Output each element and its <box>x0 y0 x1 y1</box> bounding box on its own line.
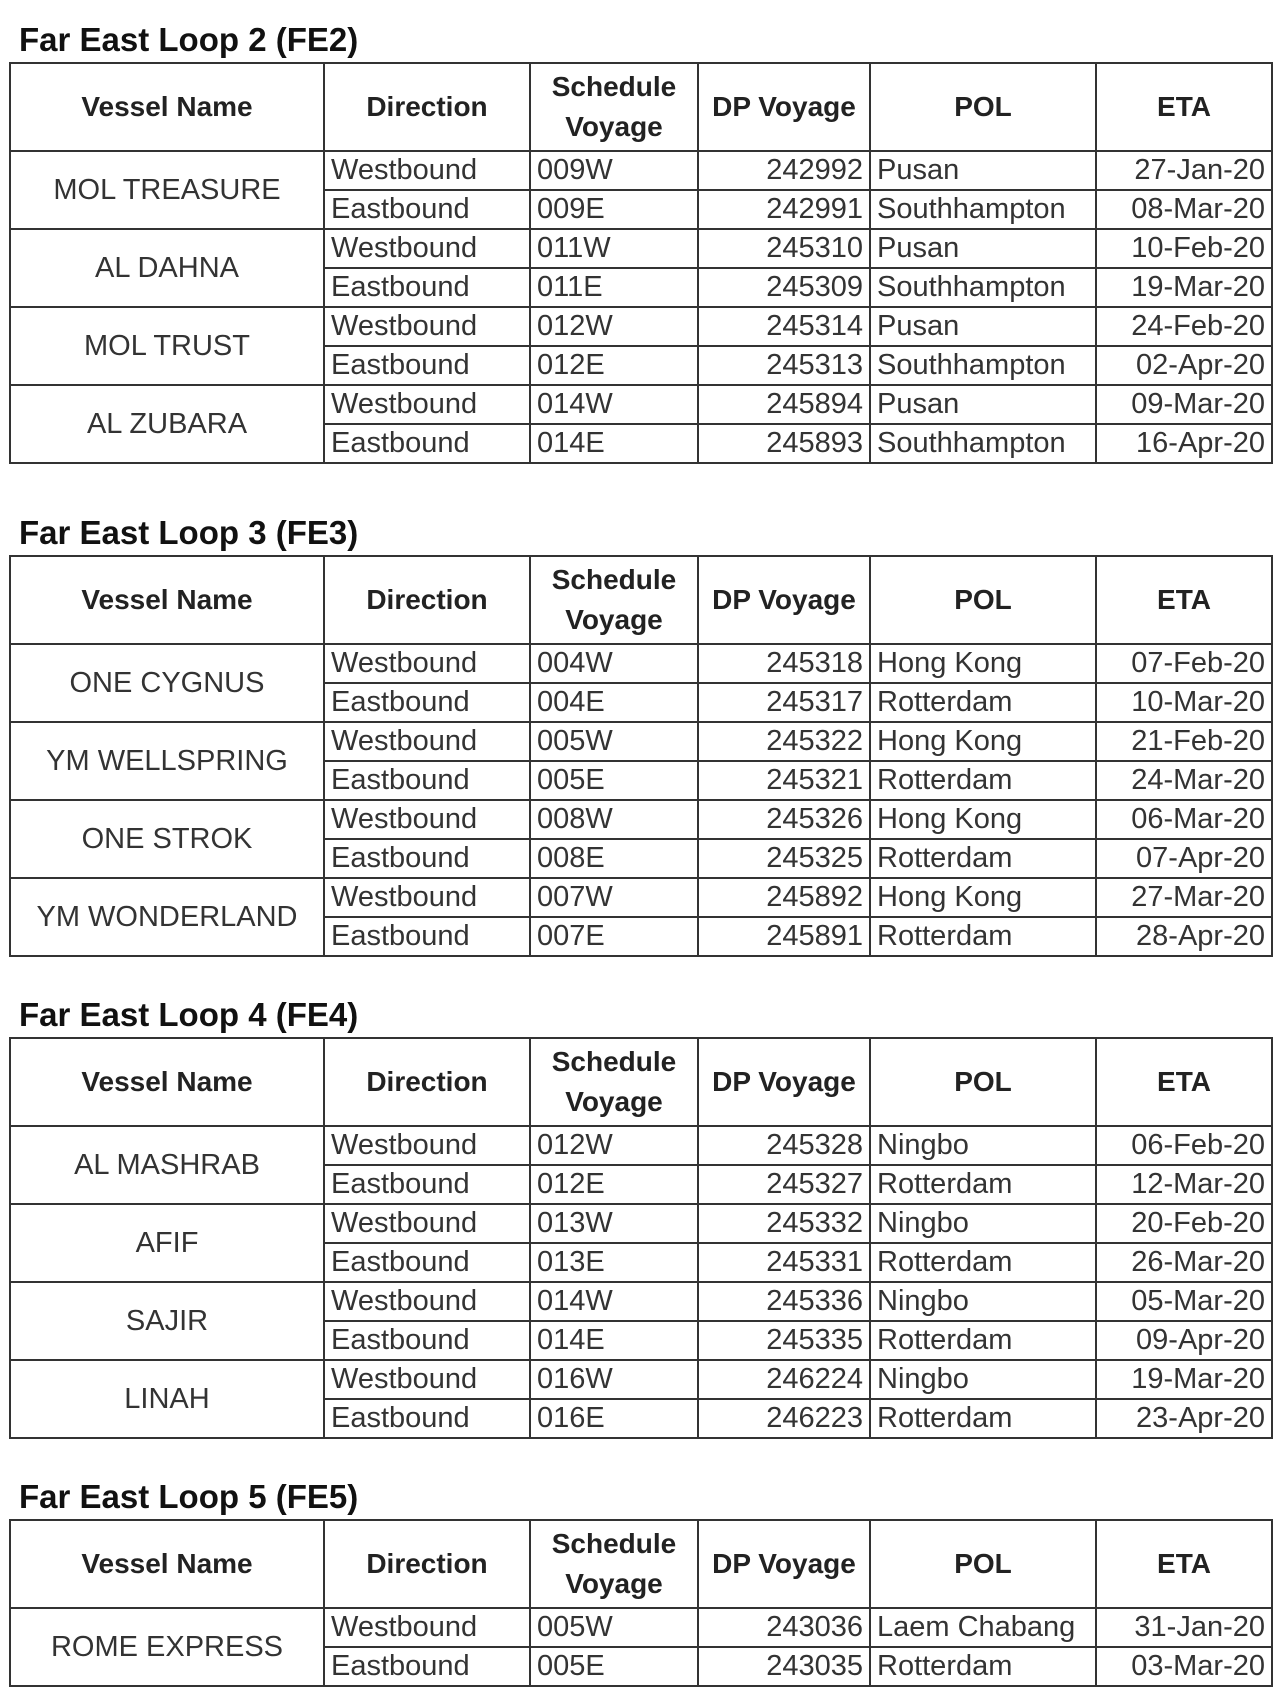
direction-cell: Eastbound <box>324 839 530 878</box>
pol-cell: Rotterdam <box>870 1243 1096 1282</box>
schedule-voyage-cell: 007E <box>530 917 698 956</box>
header-vessel-name <box>10 1038 324 1126</box>
schedule-voyage-cell: 007W <box>530 878 698 917</box>
header-label: Voyage <box>565 111 663 142</box>
schedule-voyage-cell: 009E <box>530 190 698 229</box>
direction-cell: Westbound <box>324 1282 530 1321</box>
header-label: POL <box>954 1548 1012 1579</box>
dp-voyage-cell: 245336 <box>698 1282 870 1321</box>
eta-cell: 03-Mar-20 <box>1096 1647 1272 1686</box>
pol-cell: Rotterdam <box>870 683 1096 722</box>
dp-voyage-cell: 245891 <box>698 917 870 956</box>
vessel-name-cell: AFIF <box>10 1204 324 1282</box>
header-vessel-name <box>10 556 324 644</box>
direction-cell: Eastbound <box>324 761 530 800</box>
schedule-voyage-cell: 005W <box>530 722 698 761</box>
direction-cell: Westbound <box>324 644 530 683</box>
vessel-name-cell: SAJIR <box>10 1282 324 1360</box>
header-pol <box>870 556 1096 644</box>
vessel-name-cell: ONE CYGNUS <box>10 644 324 722</box>
direction-cell: Westbound <box>324 229 530 268</box>
direction-cell: Eastbound <box>324 1243 530 1282</box>
schedule-voyage-cell: 012W <box>530 1126 698 1165</box>
schedule-voyage-cell: 016W <box>530 1360 698 1399</box>
direction-cell: Westbound <box>324 307 530 346</box>
header-dp-voyage <box>698 556 870 644</box>
header-label: Vessel Name <box>81 584 253 615</box>
header-vessel-name <box>10 1520 324 1608</box>
vessel-name-cell: MOL TREASURE <box>10 151 324 229</box>
eta-cell: 10-Mar-20 <box>1096 683 1272 722</box>
eta-cell: 12-Mar-20 <box>1096 1165 1272 1204</box>
eta-cell: 06-Mar-20 <box>1096 800 1272 839</box>
direction-cell: Eastbound <box>324 190 530 229</box>
direction-cell: Eastbound <box>324 1647 530 1686</box>
header-row <box>10 556 1272 644</box>
schedule-voyage-cell: 009W <box>530 151 698 190</box>
header-label: Voyage <box>565 1086 663 1117</box>
header-label: ETA <box>1157 91 1211 122</box>
vessel-name-cell: YM WONDERLAND <box>10 878 324 956</box>
header-eta <box>1096 63 1272 151</box>
header-eta <box>1096 556 1272 644</box>
header-pol <box>870 1520 1096 1608</box>
header-direction <box>324 556 530 644</box>
pol-cell: Southhampton <box>870 268 1096 307</box>
table-row <box>10 644 1272 683</box>
header-label: POL <box>954 91 1012 122</box>
header-label: Schedule <box>551 1528 677 1559</box>
section-title: Far East Loop 5 (FE5) <box>19 1478 359 1515</box>
eta-cell: 24-Feb-20 <box>1096 307 1272 346</box>
dp-voyage-cell: 246224 <box>698 1360 870 1399</box>
header-dp-voyage <box>698 63 870 151</box>
schedule-voyage-cell: 012E <box>530 346 698 385</box>
dp-voyage-cell: 246223 <box>698 1399 870 1438</box>
schedule-voyage-cell: 013W <box>530 1204 698 1243</box>
schedule-voyage-cell: 011W <box>530 229 698 268</box>
dp-voyage-cell: 245321 <box>698 761 870 800</box>
dp-voyage-cell: 245331 <box>698 1243 870 1282</box>
schedule-voyage-cell: 005E <box>530 761 698 800</box>
header-label: Voyage <box>565 1568 663 1599</box>
dp-voyage-cell: 245317 <box>698 683 870 722</box>
pol-cell: Southhampton <box>870 346 1096 385</box>
header-label: Schedule <box>551 71 677 102</box>
dp-voyage-cell: 245322 <box>698 722 870 761</box>
header-schedule-voyage <box>530 1038 698 1126</box>
pol-cell: Hong Kong <box>870 722 1096 761</box>
eta-cell: 02-Apr-20 <box>1096 346 1272 385</box>
dp-voyage-cell: 245325 <box>698 839 870 878</box>
eta-cell: 10-Feb-20 <box>1096 229 1272 268</box>
schedule-voyage-cell: 004E <box>530 683 698 722</box>
schedule-voyage-cell: 004W <box>530 644 698 683</box>
header-row <box>10 1520 1272 1608</box>
pol-cell: Pusan <box>870 151 1096 190</box>
table-row <box>10 1204 1272 1243</box>
section-title: Far East Loop 4 (FE4) <box>19 996 359 1033</box>
section-title: Far East Loop 2 (FE2) <box>19 21 359 58</box>
eta-cell: 07-Apr-20 <box>1096 839 1272 878</box>
vessel-name-cell: AL ZUBARA <box>10 385 324 463</box>
table-row <box>10 800 1272 839</box>
dp-voyage-cell: 245894 <box>698 385 870 424</box>
pol-cell: Hong Kong <box>870 644 1096 683</box>
pol-cell: Rotterdam <box>870 761 1096 800</box>
eta-cell: 31-Jan-20 <box>1096 1608 1272 1647</box>
vessel-name-cell: AL DAHNA <box>10 229 324 307</box>
direction-cell: Eastbound <box>324 1165 530 1204</box>
table-row <box>10 878 1272 917</box>
header-label: Vessel Name <box>81 1066 253 1097</box>
direction-cell: Eastbound <box>324 1399 530 1438</box>
vessel-name-cell: LINAH <box>10 1360 324 1438</box>
header-label: ETA <box>1157 584 1211 615</box>
eta-cell: 19-Mar-20 <box>1096 1360 1272 1399</box>
eta-cell: 27-Jan-20 <box>1096 151 1272 190</box>
schedule-voyage-cell: 014E <box>530 424 698 463</box>
header-label: DP Voyage <box>712 1548 856 1579</box>
header-label: Vessel Name <box>81 1548 253 1579</box>
pol-cell: Ningbo <box>870 1204 1096 1243</box>
header-vessel-name <box>10 63 324 151</box>
header-label: Voyage <box>565 604 663 635</box>
header-schedule-voyage <box>530 63 698 151</box>
direction-cell: Eastbound <box>324 1321 530 1360</box>
pol-cell: Rotterdam <box>870 1321 1096 1360</box>
header-label: DP Voyage <box>712 584 856 615</box>
header-label: DP Voyage <box>712 91 856 122</box>
pol-cell: Hong Kong <box>870 878 1096 917</box>
header-direction <box>324 1038 530 1126</box>
direction-cell: Westbound <box>324 151 530 190</box>
header-row <box>10 63 1272 151</box>
eta-cell: 28-Apr-20 <box>1096 917 1272 956</box>
direction-cell: Eastbound <box>324 683 530 722</box>
pol-cell: Rotterdam <box>870 1165 1096 1204</box>
dp-voyage-cell: 245310 <box>698 229 870 268</box>
header-label: POL <box>954 584 1012 615</box>
header-label: Direction <box>366 584 488 615</box>
pol-cell: Southhampton <box>870 190 1096 229</box>
schedule-table <box>9 1519 1273 1687</box>
pol-cell: Ningbo <box>870 1282 1096 1321</box>
table-row <box>10 385 1272 424</box>
schedule-voyage-cell: 014W <box>530 1282 698 1321</box>
table-row <box>10 229 1272 268</box>
direction-cell: Eastbound <box>324 917 530 956</box>
table-row <box>10 1126 1272 1165</box>
pol-cell: Pusan <box>870 385 1096 424</box>
schedule-voyage-cell: 008W <box>530 800 698 839</box>
direction-cell: Westbound <box>324 722 530 761</box>
dp-voyage-cell: 242991 <box>698 190 870 229</box>
schedule-voyage-cell: 014W <box>530 385 698 424</box>
direction-cell: Westbound <box>324 878 530 917</box>
schedule-voyage-cell: 011E <box>530 268 698 307</box>
header-label: DP Voyage <box>712 1066 856 1097</box>
dp-voyage-cell: 245327 <box>698 1165 870 1204</box>
pol-cell: Rotterdam <box>870 1647 1096 1686</box>
header-label: POL <box>954 1066 1012 1097</box>
pol-cell: Laem Chabang <box>870 1608 1096 1647</box>
pol-cell: Ningbo <box>870 1360 1096 1399</box>
header-label: ETA <box>1157 1548 1211 1579</box>
header-row <box>10 1038 1272 1126</box>
header-label: Schedule <box>551 1046 677 1077</box>
schedule-table <box>9 555 1273 957</box>
schedule-voyage-cell: 005E <box>530 1647 698 1686</box>
dp-voyage-cell: 245892 <box>698 878 870 917</box>
direction-cell: Eastbound <box>324 268 530 307</box>
eta-cell: 21-Feb-20 <box>1096 722 1272 761</box>
eta-cell: 07-Feb-20 <box>1096 644 1272 683</box>
eta-cell: 08-Mar-20 <box>1096 190 1272 229</box>
direction-cell: Westbound <box>324 800 530 839</box>
schedule-voyage-cell: 008E <box>530 839 698 878</box>
eta-cell: 24-Mar-20 <box>1096 761 1272 800</box>
header-pol <box>870 1038 1096 1126</box>
table-row <box>10 722 1272 761</box>
pol-cell: Rotterdam <box>870 1399 1096 1438</box>
pol-cell: Pusan <box>870 307 1096 346</box>
pol-cell: Rotterdam <box>870 839 1096 878</box>
eta-cell: 16-Apr-20 <box>1096 424 1272 463</box>
table-row <box>10 1360 1272 1399</box>
pol-cell: Pusan <box>870 229 1096 268</box>
eta-cell: 26-Mar-20 <box>1096 1243 1272 1282</box>
eta-cell: 27-Mar-20 <box>1096 878 1272 917</box>
header-label: Direction <box>366 1066 488 1097</box>
dp-voyage-cell: 245313 <box>698 346 870 385</box>
schedule-table <box>9 1037 1273 1439</box>
dp-voyage-cell: 245328 <box>698 1126 870 1165</box>
direction-cell: Westbound <box>324 385 530 424</box>
pol-cell: Ningbo <box>870 1126 1096 1165</box>
header-dp-voyage <box>698 1038 870 1126</box>
direction-cell: Westbound <box>324 1126 530 1165</box>
dp-voyage-cell: 245332 <box>698 1204 870 1243</box>
header-label: Direction <box>366 91 488 122</box>
header-eta <box>1096 1038 1272 1126</box>
dp-voyage-cell: 245326 <box>698 800 870 839</box>
direction-cell: Westbound <box>324 1204 530 1243</box>
vessel-name-cell: MOL TRUST <box>10 307 324 385</box>
dp-voyage-cell: 242992 <box>698 151 870 190</box>
eta-cell: 06-Feb-20 <box>1096 1126 1272 1165</box>
dp-voyage-cell: 245318 <box>698 644 870 683</box>
schedule-voyage-cell: 013E <box>530 1243 698 1282</box>
header-label: Schedule <box>551 564 677 595</box>
table-row <box>10 1282 1272 1321</box>
eta-cell: 09-Apr-20 <box>1096 1321 1272 1360</box>
vessel-name-cell: AL MASHRAB <box>10 1126 324 1204</box>
vessel-name-cell: ROME EXPRESS <box>10 1608 324 1686</box>
header-eta <box>1096 1520 1272 1608</box>
header-direction <box>324 1520 530 1608</box>
table-row <box>10 1608 1272 1647</box>
schedule-voyage-cell: 014E <box>530 1321 698 1360</box>
dp-voyage-cell: 243035 <box>698 1647 870 1686</box>
direction-cell: Eastbound <box>324 346 530 385</box>
direction-cell: Westbound <box>324 1360 530 1399</box>
pol-cell: Hong Kong <box>870 800 1096 839</box>
direction-cell: Eastbound <box>324 424 530 463</box>
header-label: Vessel Name <box>81 91 253 122</box>
vessel-name-cell: YM WELLSPRING <box>10 722 324 800</box>
pol-cell: Rotterdam <box>870 917 1096 956</box>
vessel-name-cell: ONE STROK <box>10 800 324 878</box>
schedule-voyage-cell: 005W <box>530 1608 698 1647</box>
schedule-voyage-cell: 012E <box>530 1165 698 1204</box>
eta-cell: 05-Mar-20 <box>1096 1282 1272 1321</box>
dp-voyage-cell: 245893 <box>698 424 870 463</box>
dp-voyage-cell: 243036 <box>698 1608 870 1647</box>
header-schedule-voyage <box>530 556 698 644</box>
table-row <box>10 151 1272 190</box>
dp-voyage-cell: 245314 <box>698 307 870 346</box>
schedule-voyage-cell: 016E <box>530 1399 698 1438</box>
direction-cell: Westbound <box>324 1608 530 1647</box>
header-direction <box>324 63 530 151</box>
header-schedule-voyage <box>530 1520 698 1608</box>
dp-voyage-cell: 245335 <box>698 1321 870 1360</box>
eta-cell: 23-Apr-20 <box>1096 1399 1272 1438</box>
eta-cell: 20-Feb-20 <box>1096 1204 1272 1243</box>
schedule-voyage-cell: 012W <box>530 307 698 346</box>
section-title: Far East Loop 3 (FE3) <box>19 514 359 551</box>
pol-cell: Southhampton <box>870 424 1096 463</box>
header-dp-voyage <box>698 1520 870 1608</box>
header-label: ETA <box>1157 1066 1211 1097</box>
header-pol <box>870 63 1096 151</box>
dp-voyage-cell: 245309 <box>698 268 870 307</box>
header-label: Direction <box>366 1548 488 1579</box>
schedule-table <box>9 62 1273 464</box>
table-row <box>10 307 1272 346</box>
eta-cell: 19-Mar-20 <box>1096 268 1272 307</box>
eta-cell: 09-Mar-20 <box>1096 385 1272 424</box>
